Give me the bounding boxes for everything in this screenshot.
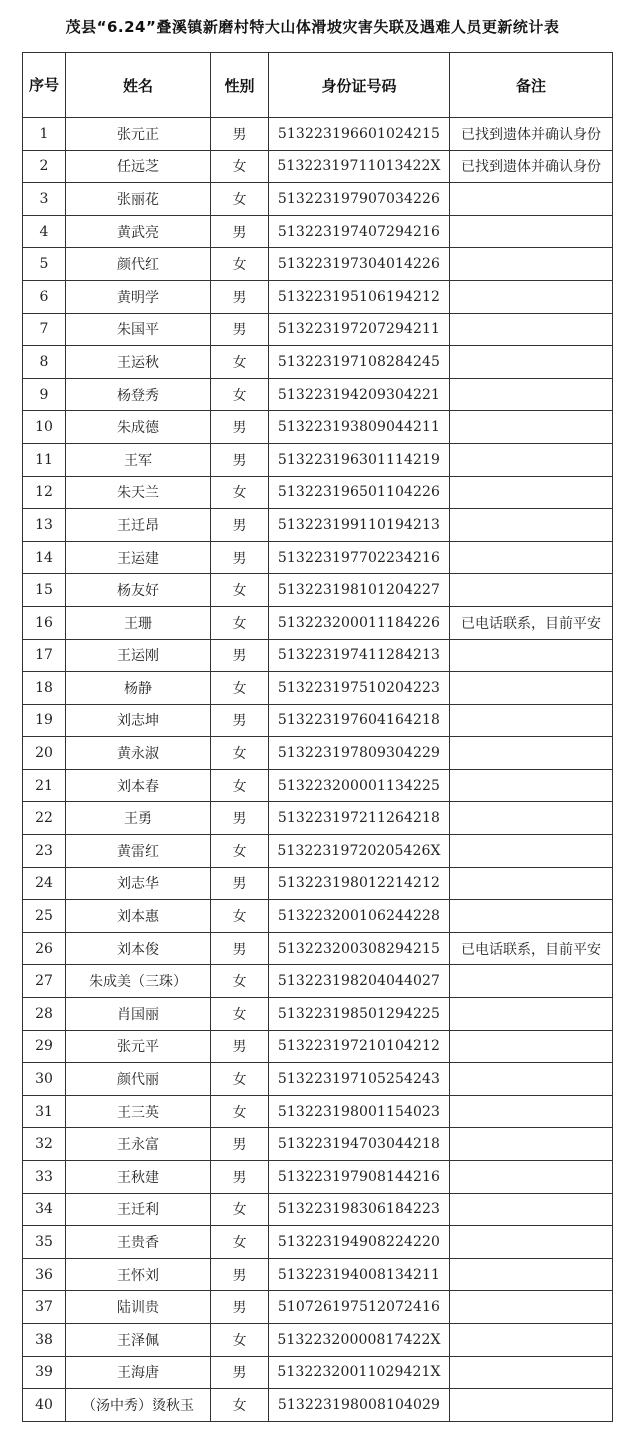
table-row (23, 411, 613, 444)
cell-note (450, 900, 613, 933)
cell-note (450, 1226, 613, 1259)
cell-number: 10 (23, 411, 66, 444)
cell-name: 王运建 (66, 541, 211, 574)
table-row (23, 476, 613, 509)
cell-name: 张元平 (66, 1030, 211, 1063)
cell-note (450, 769, 613, 802)
cell-note (450, 1258, 613, 1291)
cell-number: 19 (23, 704, 66, 737)
table-row (23, 118, 613, 151)
cell-number: 2 (23, 150, 66, 183)
cell-note (450, 672, 613, 705)
table-row (23, 965, 613, 998)
cell-id-number: 513223197108284245 (269, 346, 450, 379)
table-row (23, 248, 613, 281)
table-row (23, 541, 613, 574)
cell-name: 王迁利 (66, 1193, 211, 1226)
cell-number: 17 (23, 639, 66, 672)
table-row (23, 215, 613, 248)
cell-sex: 女 (211, 965, 269, 998)
cell-id-number: 51322320011029421X (269, 1356, 450, 1389)
cell-number: 31 (23, 1095, 66, 1128)
cell-note (450, 378, 613, 411)
cell-name: 张元正 (66, 118, 211, 151)
cell-name: 黄永淑 (66, 737, 211, 770)
cell-note (450, 541, 613, 574)
cell-note (450, 313, 613, 346)
cell-id-number: 513223194908224220 (269, 1226, 450, 1259)
cell-id-number: 513223200106244228 (269, 900, 450, 933)
cell-number: 35 (23, 1226, 66, 1259)
cell-sex: 男 (211, 639, 269, 672)
cell-sex: 女 (211, 1095, 269, 1128)
cell-note (450, 443, 613, 476)
cell-number: 34 (23, 1193, 66, 1226)
cell-note (450, 248, 613, 281)
cell-sex: 女 (211, 574, 269, 607)
cell-sex: 女 (211, 183, 269, 216)
table-row (23, 378, 613, 411)
cell-number: 36 (23, 1258, 66, 1291)
header-sex: 性别 (211, 53, 269, 118)
cell-number: 27 (23, 965, 66, 998)
cell-id-number: 513223197210104212 (269, 1030, 450, 1063)
header-number: 序号 (23, 53, 66, 118)
cell-name: 王泽佩 (66, 1323, 211, 1356)
cell-sex: 女 (211, 150, 269, 183)
cell-sex: 女 (211, 476, 269, 509)
table-row (23, 737, 613, 770)
cell-note: 已找到遗体并确认身份 (450, 150, 613, 183)
header-note: 备注 (450, 53, 613, 118)
cell-note (450, 639, 613, 672)
page-title: 茂县“6.24”叠溪镇新磨村特大山体滑坡灾害失联及遇难人员更新统计表 (65, 18, 560, 36)
cell-sex: 男 (211, 215, 269, 248)
table-row (23, 639, 613, 672)
cell-sex: 男 (211, 867, 269, 900)
cell-id-number: 513223197702234216 (269, 541, 450, 574)
cell-number: 20 (23, 737, 66, 770)
cell-note (450, 183, 613, 216)
cell-name: 王海唐 (66, 1356, 211, 1389)
table-row (23, 867, 613, 900)
cell-sex: 男 (211, 443, 269, 476)
cell-sex: 男 (211, 509, 269, 542)
cell-sex: 女 (211, 378, 269, 411)
cell-number: 38 (23, 1323, 66, 1356)
cell-sex: 女 (211, 835, 269, 868)
cell-name: 颜代红 (66, 248, 211, 281)
cell-name: 刘志坤 (66, 704, 211, 737)
cell-id-number: 513223197105254243 (269, 1063, 450, 1096)
cell-note (450, 411, 613, 444)
cell-name: 颜代丽 (66, 1063, 211, 1096)
table-row (23, 1258, 613, 1291)
cell-name: 朱国平 (66, 313, 211, 346)
cell-number: 8 (23, 346, 66, 379)
cell-sex: 女 (211, 1193, 269, 1226)
table-row (23, 672, 613, 705)
cell-sex: 男 (211, 313, 269, 346)
cell-name: 王军 (66, 443, 211, 476)
cell-id-number: 513223199110194213 (269, 509, 450, 542)
cell-name: 朱成美（三珠） (66, 965, 211, 998)
cell-name: 黄雷红 (66, 835, 211, 868)
cell-sex: 女 (211, 606, 269, 639)
cell-sex: 男 (211, 802, 269, 835)
cell-number: 7 (23, 313, 66, 346)
cell-note (450, 1193, 613, 1226)
cell-name: 肖国丽 (66, 998, 211, 1031)
cell-name: （汤中秀）烫秋玉 (66, 1389, 211, 1422)
table-row (23, 1226, 613, 1259)
cell-id-number: 513223198008104029 (269, 1389, 450, 1422)
cell-name: 陆训贵 (66, 1291, 211, 1324)
cell-sex: 男 (211, 1258, 269, 1291)
cell-note (450, 835, 613, 868)
cell-note (450, 1095, 613, 1128)
header-id-number: 身份证号码 (269, 53, 450, 118)
cell-number: 9 (23, 378, 66, 411)
cell-number: 37 (23, 1291, 66, 1324)
cell-note (450, 737, 613, 770)
cell-note (450, 1323, 613, 1356)
table-row (23, 932, 613, 965)
cell-note (450, 1161, 613, 1194)
cell-number: 12 (23, 476, 66, 509)
cell-name: 王贵香 (66, 1226, 211, 1259)
table-row (23, 1161, 613, 1194)
cell-name: 王迁昂 (66, 509, 211, 542)
cell-number: 15 (23, 574, 66, 607)
cell-id-number: 513223200001134225 (269, 769, 450, 802)
table-row (23, 1193, 613, 1226)
cell-name: 王秋建 (66, 1161, 211, 1194)
cell-note (450, 704, 613, 737)
cell-name: 朱成德 (66, 411, 211, 444)
cell-number: 4 (23, 215, 66, 248)
table-row (23, 704, 613, 737)
table-row (23, 900, 613, 933)
cell-id-number: 513223198501294225 (269, 998, 450, 1031)
cell-name: 王运刚 (66, 639, 211, 672)
cell-number: 11 (23, 443, 66, 476)
cell-id-number: 513223198101204227 (269, 574, 450, 607)
table-row (23, 443, 613, 476)
cell-name: 张丽花 (66, 183, 211, 216)
cell-number: 29 (23, 1030, 66, 1063)
cell-note (450, 867, 613, 900)
table-row (23, 606, 613, 639)
casualty-table (22, 52, 613, 1422)
cell-id-number: 513223198001154023 (269, 1095, 450, 1128)
cell-sex: 女 (211, 672, 269, 705)
cell-id-number: 513223197407294216 (269, 215, 450, 248)
cell-id-number: 513223197510204223 (269, 672, 450, 705)
cell-sex: 男 (211, 280, 269, 313)
cell-id-number: 513223198306184223 (269, 1193, 450, 1226)
cell-id-number: 513223196301114219 (269, 443, 450, 476)
cell-name: 黄武亮 (66, 215, 211, 248)
cell-sex: 女 (211, 1063, 269, 1096)
cell-note: 已电话联系，目前平安 (450, 932, 613, 965)
cell-name: 刘本惠 (66, 900, 211, 933)
cell-id-number: 513223197604164218 (269, 704, 450, 737)
cell-id-number: 513223197908144216 (269, 1161, 450, 1194)
cell-id-number: 510726197512072416 (269, 1291, 450, 1324)
cell-number: 32 (23, 1128, 66, 1161)
table-row (23, 1389, 613, 1422)
cell-sex: 男 (211, 1161, 269, 1194)
cell-id-number: 513223200011184226 (269, 606, 450, 639)
cell-number: 33 (23, 1161, 66, 1194)
cell-name: 杨登秀 (66, 378, 211, 411)
cell-id-number: 513223194008134211 (269, 1258, 450, 1291)
cell-id-number: 513223194209304221 (269, 378, 450, 411)
cell-sex: 女 (211, 900, 269, 933)
cell-number: 13 (23, 509, 66, 542)
table-row (23, 150, 613, 183)
cell-note: 已电话联系，目前平安 (450, 606, 613, 639)
cell-note (450, 1291, 613, 1324)
cell-id-number: 513223197304014226 (269, 248, 450, 281)
table-row (23, 1128, 613, 1161)
cell-id-number: 513223194703044218 (269, 1128, 450, 1161)
cell-sex: 男 (211, 1356, 269, 1389)
cell-name: 刘本俊 (66, 932, 211, 965)
cell-note (450, 965, 613, 998)
cell-id-number: 513223195106194212 (269, 280, 450, 313)
cell-note (450, 1128, 613, 1161)
cell-id-number: 51322319720205426X (269, 835, 450, 868)
cell-number: 3 (23, 183, 66, 216)
cell-sex: 女 (211, 998, 269, 1031)
cell-number: 18 (23, 672, 66, 705)
table-row (23, 1030, 613, 1063)
cell-id-number: 51322319711013422X (269, 150, 450, 183)
cell-name: 王勇 (66, 802, 211, 835)
table-row (23, 769, 613, 802)
cell-id-number: 513223197411284213 (269, 639, 450, 672)
table-row (23, 1323, 613, 1356)
cell-note (450, 998, 613, 1031)
cell-sex: 男 (211, 704, 269, 737)
cell-number: 30 (23, 1063, 66, 1096)
cell-number: 25 (23, 900, 66, 933)
table-row (23, 1291, 613, 1324)
table-row (23, 835, 613, 868)
table-row (23, 574, 613, 607)
cell-id-number: 513223198204044027 (269, 965, 450, 998)
cell-number: 24 (23, 867, 66, 900)
cell-note (450, 280, 613, 313)
table-body (23, 118, 613, 1422)
cell-number: 6 (23, 280, 66, 313)
cell-name: 刘志华 (66, 867, 211, 900)
cell-number: 1 (23, 118, 66, 151)
cell-id-number: 513223196601024215 (269, 118, 450, 151)
table-row (23, 183, 613, 216)
cell-number: 22 (23, 802, 66, 835)
table-row (23, 313, 613, 346)
cell-number: 40 (23, 1389, 66, 1422)
cell-name: 黄明学 (66, 280, 211, 313)
table-row (23, 346, 613, 379)
cell-sex: 女 (211, 346, 269, 379)
cell-name: 王永富 (66, 1128, 211, 1161)
cell-id-number: 513223197809304229 (269, 737, 450, 770)
cell-sex: 男 (211, 1291, 269, 1324)
table-row (23, 802, 613, 835)
cell-name: 朱天兰 (66, 476, 211, 509)
table-row (23, 509, 613, 542)
cell-name: 王珊 (66, 606, 211, 639)
cell-note (450, 802, 613, 835)
cell-number: 16 (23, 606, 66, 639)
cell-number: 39 (23, 1356, 66, 1389)
cell-sex: 男 (211, 541, 269, 574)
cell-note (450, 1356, 613, 1389)
cell-id-number: 513223198012214212 (269, 867, 450, 900)
cell-name: 王三英 (66, 1095, 211, 1128)
cell-sex: 男 (211, 932, 269, 965)
cell-note (450, 1389, 613, 1422)
table-row (23, 280, 613, 313)
header-name: 姓名 (66, 53, 211, 118)
cell-number: 26 (23, 932, 66, 965)
table-row (23, 1095, 613, 1128)
cell-sex: 女 (211, 1226, 269, 1259)
cell-name: 刘本春 (66, 769, 211, 802)
cell-sex: 女 (211, 737, 269, 770)
cell-note (450, 1030, 613, 1063)
cell-note (450, 346, 613, 379)
cell-id-number: 513223197211264218 (269, 802, 450, 835)
cell-sex: 女 (211, 769, 269, 802)
cell-sex: 男 (211, 1030, 269, 1063)
cell-number: 14 (23, 541, 66, 574)
cell-number: 23 (23, 835, 66, 868)
cell-id-number: 513223200308294215 (269, 932, 450, 965)
cell-id-number: 513223197907034226 (269, 183, 450, 216)
cell-sex: 女 (211, 248, 269, 281)
cell-name: 王运秋 (66, 346, 211, 379)
cell-id-number: 51322320000817422X (269, 1323, 450, 1356)
cell-sex: 男 (211, 411, 269, 444)
cell-name: 杨友好 (66, 574, 211, 607)
cell-sex: 女 (211, 1389, 269, 1422)
cell-id-number: 513223193809044211 (269, 411, 450, 444)
cell-note (450, 509, 613, 542)
cell-sex: 女 (211, 1323, 269, 1356)
cell-note (450, 1063, 613, 1096)
cell-note: 已找到遗体并确认身份 (450, 118, 613, 151)
cell-number: 5 (23, 248, 66, 281)
cell-sex: 男 (211, 1128, 269, 1161)
table-row (23, 1356, 613, 1389)
cell-sex: 男 (211, 118, 269, 151)
cell-name: 任远芝 (66, 150, 211, 183)
table-row (23, 1063, 613, 1096)
table-header-row (23, 53, 613, 118)
cell-name: 杨静 (66, 672, 211, 705)
cell-note (450, 215, 613, 248)
table-row (23, 998, 613, 1031)
cell-name: 王怀刘 (66, 1258, 211, 1291)
cell-id-number: 513223197207294211 (269, 313, 450, 346)
cell-id-number: 513223196501104226 (269, 476, 450, 509)
cell-number: 28 (23, 998, 66, 1031)
cell-note (450, 476, 613, 509)
cell-number: 21 (23, 769, 66, 802)
cell-note (450, 574, 613, 607)
